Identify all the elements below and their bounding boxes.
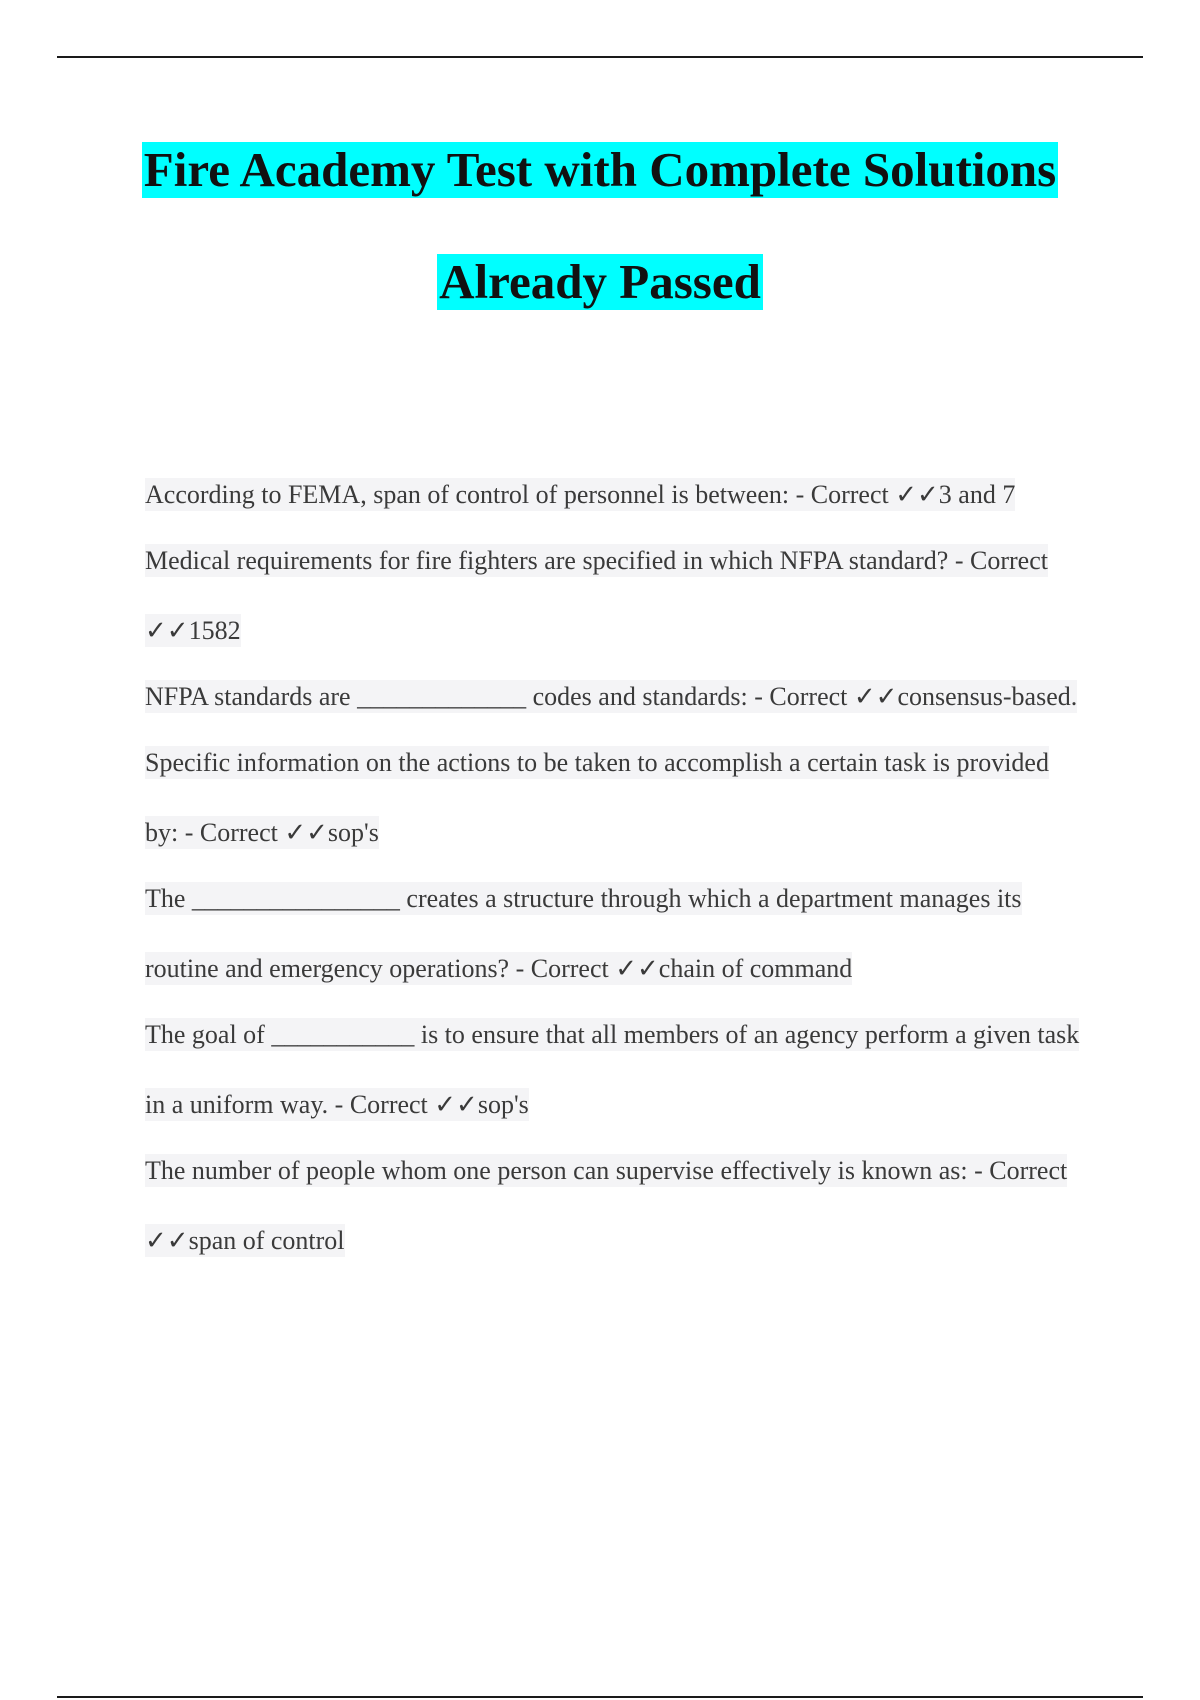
qa-item-text: The number of people whom one person can supervise effectively is known as: - Correct ✓✓span of control (145, 1156, 1068, 1255)
qa-item-text: The goal of ___________ is to ensure that all members of an agency perform a given task in a uniform way. - Correct ✓✓sop's (145, 1020, 1080, 1119)
qa-item-text: Medical requirements for fire fighters are specified in which NFPA standard? - Correct ✓✓1582 (145, 546, 1048, 645)
qa-item-text: The ________________ creates a structure through which a department manages its routine and emergency operations? - Correct ✓✓chain of command (145, 884, 1022, 983)
qa-item-2 (145, 526, 1085, 666)
qa-item-6 (145, 1000, 1085, 1140)
title-line-2-text: Already Passed (439, 254, 761, 309)
title-line-1-text: Fire Academy Test with Complete Solutions (143, 142, 1057, 197)
qa-item-1 (145, 460, 1085, 530)
qa-item-7 (145, 1136, 1085, 1276)
qa-item-text: NFPA standards are _____________ codes and standards: - Correct ✓✓consensus-based. (145, 682, 1078, 711)
document-title (0, 142, 1200, 366)
title-line-2 (0, 254, 1200, 366)
qa-item-4 (145, 728, 1085, 868)
title-line-1 (0, 142, 1200, 254)
bottom-rule (57, 1696, 1143, 1698)
top-rule (57, 56, 1143, 58)
qa-item-text: Specific information on the actions to be taken to accomplish a certain task is provided by: - Correct ✓✓sop's (145, 748, 1049, 847)
question-answer-list (145, 460, 1085, 1276)
qa-item-5 (145, 864, 1085, 1004)
qa-item-text: According to FEMA, span of control of personnel is between: - Correct ✓✓3 and 7 (145, 480, 1016, 509)
qa-item-3 (145, 662, 1085, 732)
